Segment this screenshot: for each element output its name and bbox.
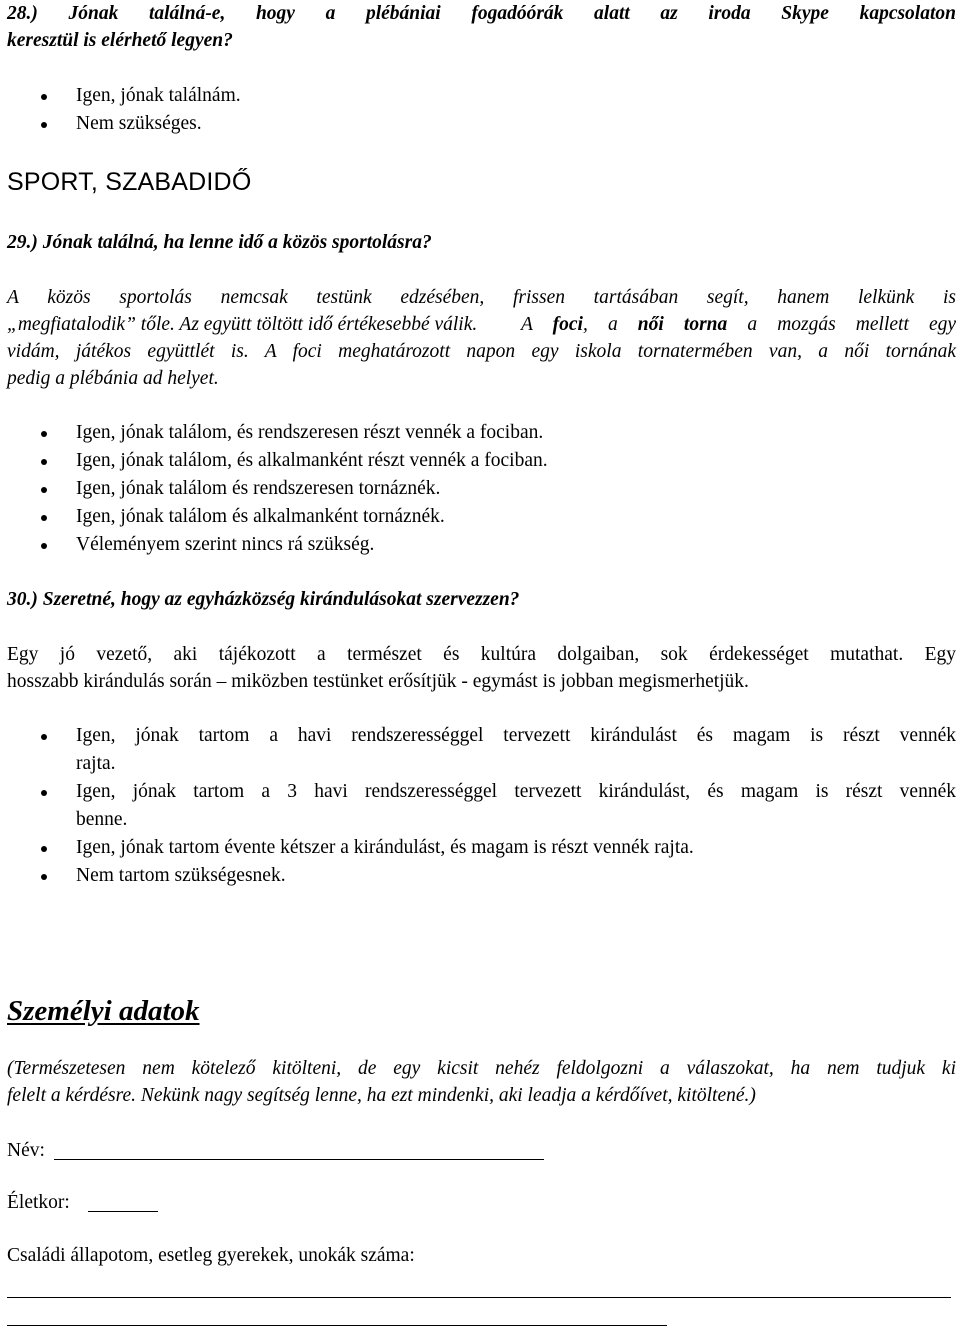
bullet-icon [41,94,47,100]
section-heading-personal: Személyi adatok [7,995,200,1027]
question-30-options [0,722,956,890]
question-29-desc-line2: „megfiatalodik” tőle. Az együtt töltött idő értékesebbé válik. [7,314,478,335]
question-28-title-line2: keresztül is elérhető legyen? [7,30,233,51]
bullet-icon [41,734,47,740]
question-30-option[interactable]: Nem tartom szükségesnek. [0,862,956,890]
bullet-icon [41,543,47,549]
name-label: Név: [7,1140,45,1161]
bullet-icon [41,790,47,796]
question-29-desc-line3: vidám, játékos együttlét is. A foci meghatározott napon egy iskola tornatermében van, a női tornának [7,341,956,362]
personal-note-line2: felelt a kérdésre. Nekünk nagy segítség lenne, ha ezt mindenki, aki leadja a kérdőívet, kitöltené.) [7,1085,756,1106]
question-28-title-line1: 28.) Jónak találná-e, hogy a plébániai fogadóórák alatt az iroda Skype kapcsolaton [7,3,956,24]
question-29-options [0,419,956,559]
question-29-option[interactable]: Véleményem szerint nincs rá szükség. [0,531,956,559]
personal-note-line1: (Természetesen nem kötelező kitölteni, de egy kicsit nehéz feldolgozni a válaszokat, ha nem tudjuk ki [7,1058,956,1079]
bullet-icon [41,874,47,880]
question-30-desc-line2: hosszabb kirándulás során – miközben testünket erősítjük - egymást is jobban megismerhetjük. [7,671,749,692]
question-30-option[interactable]: Igen, jónak tartom a havi rendszerességgel tervezett kirándulást és magam is részt vennék rajta. [0,722,956,778]
name-field[interactable] [54,1159,544,1160]
question-29-option[interactable]: Igen, jónak találom és rendszeresen tornáznék. [0,475,956,503]
question-29-title: 29.) Jónak találná, ha lenne idő a közös sportolásra? [7,232,432,253]
section-heading-sport: SPORT, SZABADIDŐ [7,168,252,196]
question-29-desc-line1: A közös sportolás nemcsak testünk edzésében, frissen tartásában segít, hanem lelkünk is [7,287,956,308]
question-30-option[interactable]: Igen, jónak tartom évente kétszer a kirándulást, és magam is részt vennék rajta. [0,834,956,862]
question-28-option[interactable]: Igen, jónak találnám. [0,82,956,110]
question-28-option[interactable]: Nem szükséges. [0,110,956,138]
bullet-icon [41,487,47,493]
question-30-option[interactable]: Igen, jónak tartom a 3 havi rendszerességgel tervezett kirándulást, és magam is részt vennék benne. [0,778,956,834]
family-label: Családi állapotom, esetleg gyerekek, unokák száma: [7,1245,415,1266]
question-29-option[interactable]: Igen, jónak találom, és alkalmanként részt vennék a fociban. [0,447,956,475]
question-29-option[interactable]: Igen, jónak találom, és rendszeresen részt vennék a fociban. [0,419,956,447]
bullet-icon [41,515,47,521]
family-field-line2[interactable] [7,1325,667,1326]
question-28-options [0,82,956,138]
question-30-desc-line1: Egy jó vezető, aki tájékozott a természet és kultúra dolgaiban, sok érdekességet mutathat. Egy [7,644,956,665]
question-29-desc-line2b: A foci, a női torna a mozgás mellett egy [521,314,957,335]
bullet-icon [41,846,47,852]
question-30-title: 30.) Szeretné, hogy az egyházközség kirándulásokat szervezzen? [7,589,520,610]
question-29-option[interactable]: Igen, jónak találom és alkalmanként tornáznék. [0,503,956,531]
bullet-icon [41,431,47,437]
family-field-line1[interactable] [7,1297,951,1298]
bullet-icon [41,459,47,465]
question-29-desc-line4: pedig a plébánia ad helyet. [7,368,219,389]
bullet-icon [41,122,47,128]
age-label: Életkor: [7,1192,70,1213]
age-field[interactable] [88,1211,158,1212]
